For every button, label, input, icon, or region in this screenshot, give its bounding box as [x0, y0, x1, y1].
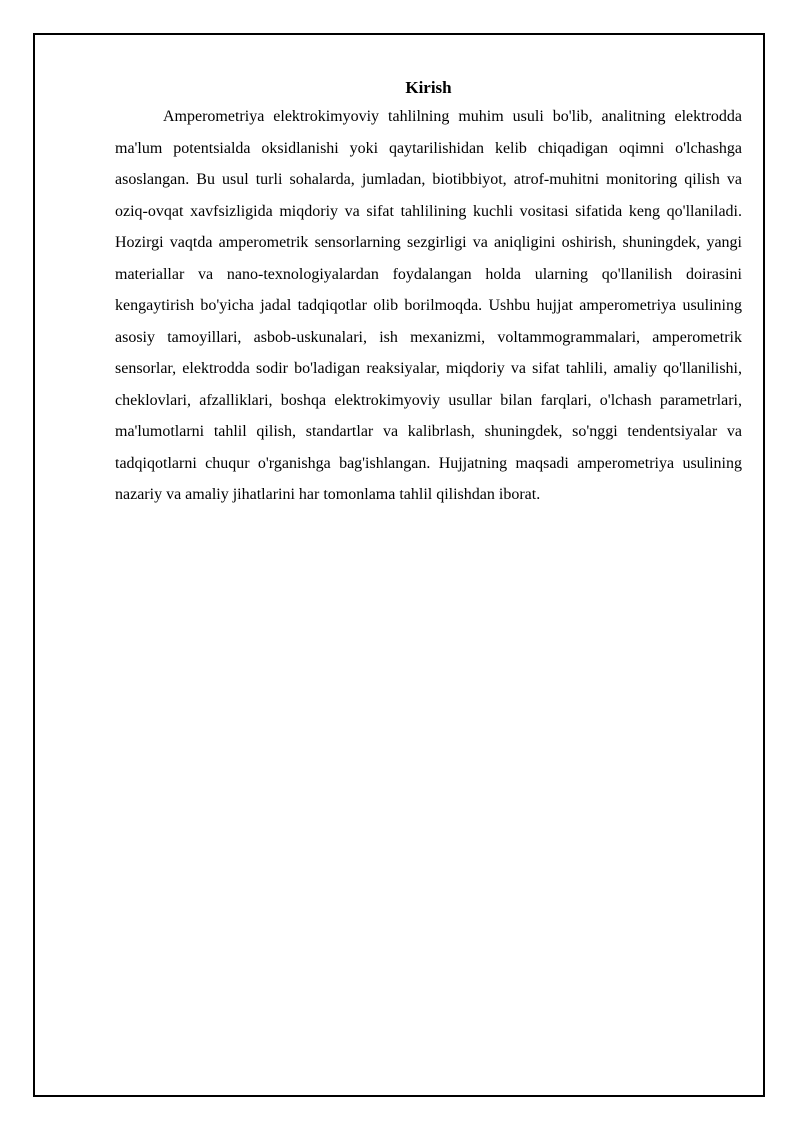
page-title: Kirish — [405, 78, 452, 97]
document-content — [115, 76, 742, 511]
intro-paragraph: Amperometriya elektrokimyoviy tahlilning muhim usuli bo'lib, analitning elektrodda ma'lum potentsialda oksidlanishi yoki qaytarilishidan kelib chiqadigan oqimni o'lchashga asoslangan. Bu usul turli sohalarda, jumladan, biotibbiyot, atrof-muhitni monitoring qilish va oziq-ovqat xavfsizligida miqdoriy va sifat tahlilining kuchli vositasi sifatida keng qo'llaniladi. Hozirgi vaqtda amperometrik sensorlarning sezgirligi va aniqligini oshirish, shuningdek, yangi materiallar va nano-texnologiyalardan foydalangan holda ularning qo'llanilish doirasini kengaytirish bo'yicha jadal tadqiqotlar olib borilmoqda. Ushbu hujjat amperometriya usulining asosiy tamoyillari, asbob-uskunalari, ish mexanizmi, voltammogrammalari, amperometrik sensorlar, elektrodda sodir bo'ladigan reaksiyalar, miqdoriy va sifat tahlili, amaliy qo'llanilishi, cheklovlari, afzalliklari, boshqa elektrokimyoviy usullar bilan farqlari, o'lchash parametrlari, ma'lumotlarni tahlil qilish, standartlar va kalibrlash, shuningdek, so'nggi tendentsiyalar va tadqiqotlarni chuqur o'rganishga bag'ishlangan. Hujjatning maqsadi amperometriya usulining nazariy va amaliy jihatlarini har tomonlama tahlil qilishdan iborat. — [115, 108, 742, 503]
